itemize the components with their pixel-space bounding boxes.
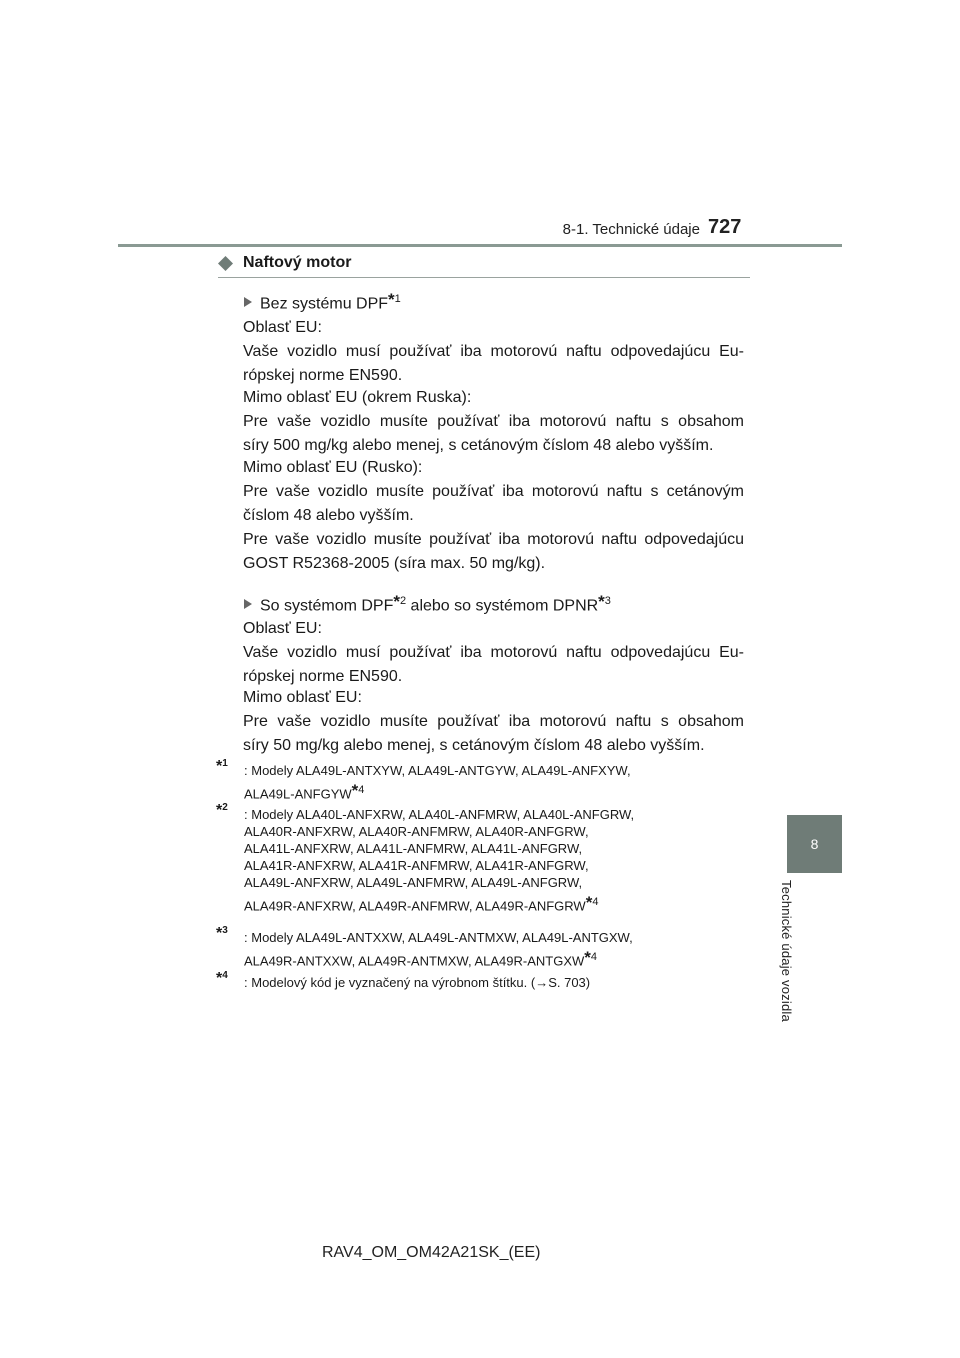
paragraph-line: Oblasť EU: bbox=[243, 319, 322, 336]
footnote-3: *$^3$ : Modely ALA49L-ANTXXW, ALA49L-ANTMXW, ALA49L-ANTGXW, ALA49R-ANTXXW, ALA49R-ANTMXW, ALA49R-ANTGXW$^{*4}$ bbox=[216, 929, 736, 969]
footnote-line: ALA49R-ANFXRW, ALA49R-ANFMRW, ALA49R-ANFGRW$^{*4}$ bbox=[244, 893, 599, 914]
footnote-1: *$^1$ : Modely ALA49L-ANTXYW, ALA49L-ANTGYW, ALA49L-ANFXYW, ALA49L-ANFGYW$^{*4}$ bbox=[216, 762, 736, 802]
subheading-label: So systémom DPF bbox=[260, 597, 394, 615]
section-heading bbox=[218, 253, 750, 278]
footnote-line: : Modely ALA49L-ANTXYW, ALA49L-ANTGYW, ALA49L-ANFXYW, bbox=[244, 763, 631, 778]
footnote-line: ALA41R-ANFXRW, ALA41R-ANFMRW, ALA41R-ANFGRW, bbox=[244, 858, 589, 873]
subheading-label: Bez systému DPF bbox=[260, 295, 389, 313]
subheading-no-dpf bbox=[244, 287, 401, 313]
paragraph-russia bbox=[243, 456, 744, 576]
paragraph-line: GOST R52368-2005 (síra max. 50 mg/kg). bbox=[243, 555, 546, 572]
paragraph-line: Pre vaše vozidlo musíte používať iba motorovú naftu s obsahom bbox=[243, 413, 744, 430]
paragraph-line: rópskej norme EN590. bbox=[243, 668, 403, 685]
paragraph-line: Oblasť EU: bbox=[243, 620, 322, 637]
document-code: RAV4_OM_OM42A21SK_(EE) bbox=[322, 1244, 541, 1261]
subheading-label: alebo so systémom DPNR bbox=[406, 597, 599, 615]
header-rule bbox=[118, 244, 842, 247]
footnote-4: *$^4$ : Modelový kód je vyznačený na výrobnom štítku. (→S. 703) bbox=[216, 974, 736, 991]
chapter-title-text: Technické údaje vozidla bbox=[779, 880, 794, 1022]
footnote-2: *$^2$ : Modely ALA40L-ANFXRW, ALA40L-ANFMRW, ALA40L-ANFGRW, ALA40R-ANFXRW, ALA40R-ANFMRW, ALA40R-ANFGRW, ALA41L-ANFXRW, ALA41L-ANFMRW, ALA41L-ANFGRW, ALA41R-ANFXRW, ALA41R-ANFMRW, ALA41R-ANFGRW, ALA49L-ANFXRW, ALA49L-ANFMRW, ALA49L-ANFGRW, ALA49R-ANFXRW, ALA49R-ANFMRW, ALA49R-ANFGRW$^{*4}$ bbox=[216, 806, 736, 914]
header-section-title: 8-1. Technické údaje bbox=[562, 221, 700, 238]
footnote-line: ALA49L-ANFGYW$^{*4}$ bbox=[244, 781, 365, 802]
paragraph-line: Mimo oblasť EU (Rusko): bbox=[243, 459, 423, 476]
footnote-ref[interactable]: *2 bbox=[393, 592, 407, 611]
footnote-line: ALA40R-ANFXRW, ALA40R-ANFMRW, ALA40R-ANFGRW, bbox=[244, 824, 589, 839]
footnote-line: : Modelový kód je vyznačený na výrobnom štítku. (→S. 703) bbox=[244, 975, 591, 990]
paragraph-line: Pre vaše vozidlo musíte používať iba motorovú naftu s obsahom bbox=[243, 713, 744, 730]
paragraph-line: Mimo oblasť EU: bbox=[243, 689, 362, 706]
page-number: 727 bbox=[708, 216, 742, 238]
footnote-line: ALA49L-ANFXRW, ALA49L-ANFMRW, ALA49L-ANFGRW, bbox=[244, 875, 583, 890]
diamond-icon bbox=[218, 256, 233, 271]
chapter-title bbox=[779, 880, 807, 1040]
paragraph-non-eu-except-russia bbox=[243, 386, 744, 458]
footnote-line: : Modely ALA49L-ANTXXW, ALA49L-ANTMXW, ALA49L-ANTGXW, bbox=[244, 930, 633, 945]
chapter-tab[interactable] bbox=[787, 815, 842, 873]
paragraph-line: Mimo oblasť EU (okrem Ruska): bbox=[243, 389, 472, 406]
paragraph-line: Pre vaše vozidlo musíte používať iba motorovú naftu odpovedajúcu bbox=[243, 531, 744, 548]
paragraph-non-eu-dpf bbox=[243, 686, 744, 758]
footnote-line: ALA41L-ANFXRW, ALA41L-ANFMRW, ALA41L-ANFGRW, bbox=[244, 841, 583, 856]
footnote-line: ALA49R-ANTXXW, ALA49R-ANTMXW, ALA49R-ANTGXW$^{*4}$ bbox=[244, 948, 598, 969]
paragraph-eu bbox=[243, 316, 744, 388]
section-title: Naftový motor bbox=[243, 254, 352, 271]
footnote-ref[interactable]: *1 bbox=[388, 290, 401, 309]
footnote-line: : Modely ALA40L-ANFXRW, ALA40L-ANFMRW, ALA40L-ANFGRW, bbox=[244, 807, 635, 822]
paragraph-line: číslom 48 alebo vyšším. bbox=[243, 507, 414, 524]
chapter-number: 8 bbox=[810, 836, 819, 852]
paragraph-line: Vaše vozidlo musí používať iba motorovú naftu odpovedajúcu Eu- bbox=[243, 343, 744, 360]
paragraph-line: Pre vaše vozidlo musíte používať iba motorovú naftu s cetánovým bbox=[243, 483, 744, 500]
subheading-dpf-dpnr bbox=[244, 589, 611, 615]
paragraph-line: Vaše vozidlo musí používať iba motorovú naftu odpovedajúcu Eu- bbox=[243, 644, 744, 661]
triangle-right-icon bbox=[244, 297, 252, 307]
paragraph-eu-dpf bbox=[243, 617, 744, 689]
paragraph-line: rópskej norme EN590. bbox=[243, 367, 403, 384]
paragraph-line: síry 500 mg/kg alebo menej, s cetánovým číslom 48 alebo vyšším. bbox=[243, 437, 714, 454]
footnote-ref[interactable]: *3 bbox=[598, 592, 611, 611]
paragraph-line: síry 50 mg/kg alebo menej, s cetánovým číslom 48 alebo vyšším. bbox=[243, 737, 705, 754]
triangle-right-icon bbox=[244, 599, 252, 609]
